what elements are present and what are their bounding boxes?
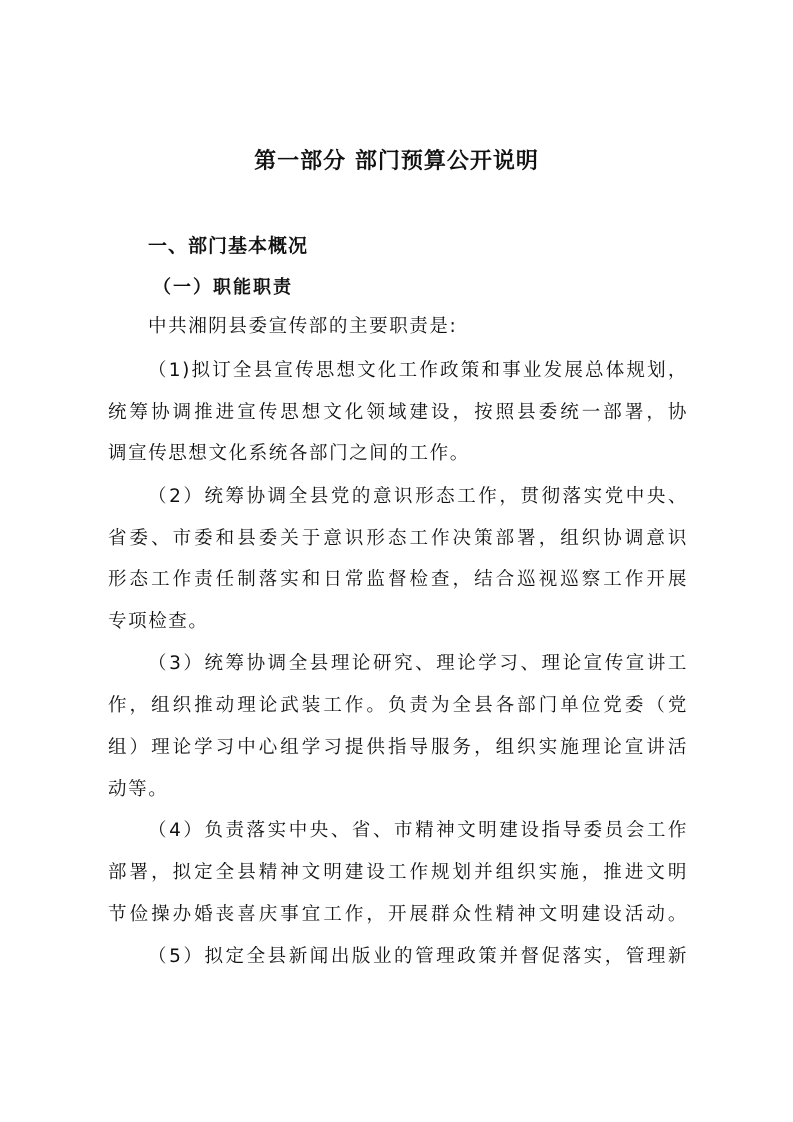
paragraph-line: 调宣传思想文化系统各部门之间的工作。 [108, 443, 470, 464]
page-title: 第一部分 部门预算公开说明 [254, 148, 539, 174]
paragraph-line: 中共湘阴县委宣传部的主要职责是: [148, 316, 458, 337]
paragraph-line: （2）统筹协调全县党的意识形态工作，贯彻落实党中央、 [148, 486, 688, 507]
paragraph-line: 作，组织推动理论武装工作。负责为全县各部门单位党委（党 [108, 695, 688, 716]
paragraph-line: （4）负责落实中央、省、市精神文明建设指导委员会工作 [148, 820, 688, 841]
paragraph-line: （3）统筹协调全县理论研究、理论学习、理论宣传宣讲工 [148, 653, 688, 674]
paragraph-line: 节俭操办婚丧喜庆事宜工作，开展群众性精神文明建设活动。 [108, 904, 688, 925]
paragraph-line: 动等。 [108, 779, 169, 800]
paragraph-line: 形态工作责任制落实和日常监督检查，结合巡视巡察工作开展 [108, 569, 688, 590]
paragraph-line: 省委、市委和县委关于意识形态工作决策部署，组织协调意识 [108, 528, 688, 549]
paragraph-line: （5）拟定全县新闻出版业的管理政策并督促落实，管理新 [148, 946, 688, 967]
subsection-heading: （一）职能职责 [153, 277, 293, 298]
paragraph-line: 统筹协调推进宣传思想文化领域建设，按照县委统一部署，协 [108, 402, 688, 423]
paragraph-line: 专项检查。 [108, 611, 209, 632]
paragraph-line: 组）理论学习中心组学习提供指导服务，组织实施理论宣讲活 [108, 737, 688, 758]
section-heading: 一、部门基本概况 [148, 235, 309, 257]
paragraph-line: 部署，拟定全县精神文明建设工作规划并组织实施，推进文明 [108, 862, 688, 883]
paragraph-line: （1)拟订全县宣传思想文化工作政策和事业发展总体规划， [148, 360, 688, 381]
